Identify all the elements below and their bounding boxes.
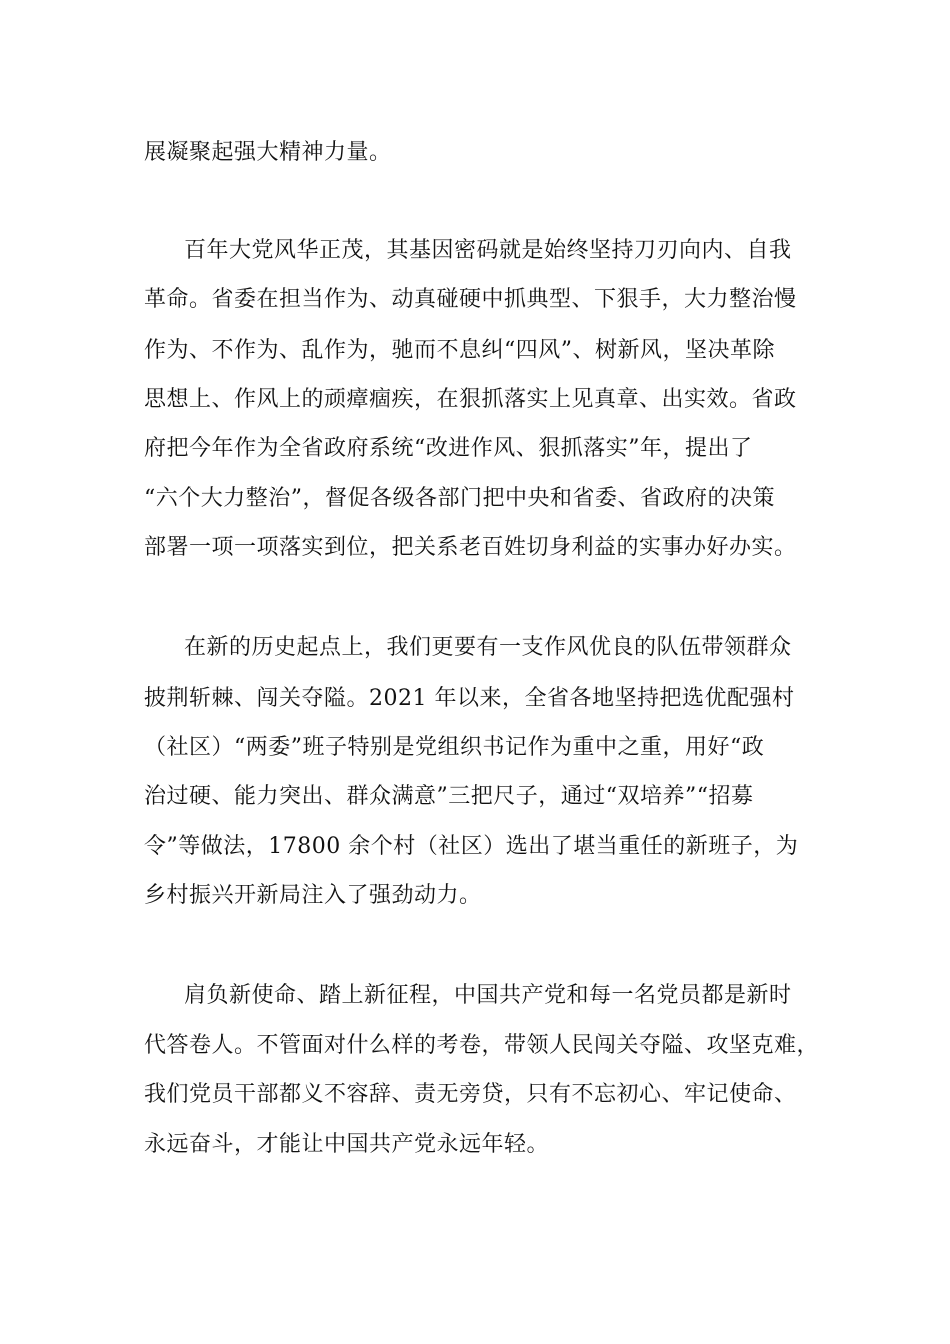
paragraph-line: “六个大力整治”，督促各级各部门把中央和省委、省政府的决策 [144, 486, 775, 511]
paragraph-line: 作为、不作为、乱作为，驰而不息纠“四风”、树新风，坚决革除 [144, 338, 775, 363]
paragraph-line: 肩负新使命、踏上新征程，中国共产党和每一名党员都是新时 [184, 983, 792, 1008]
paragraph-line: 百年大党风华正茂，其基因密码就是始终坚持刀刃向内、自我 [184, 238, 792, 263]
paragraph-line: 披荆斩棘、闯关夺隘。2021 年以来，全省各地坚持把选优配强村 [144, 686, 795, 711]
paragraph-line: 乡村振兴开新局注入了强劲动力。 [144, 883, 482, 908]
paragraph-line: 永远奋斗，才能让中国共产党永远年轻。 [144, 1132, 550, 1157]
paragraph-line: 展凝聚起强大精神力量。 [144, 140, 392, 165]
paragraph-line: 革命。省委在担当作为、动真碰硬中抓典型、下狠手，大力整治慢 [144, 287, 797, 312]
paragraph-line: 部署一项一项落实到位，把关系老百姓切身利益的实事办好办实。 [144, 535, 797, 560]
paragraph-line: 代答卷人。不管面对什么样的考卷，带领人民闯关夺隘、攻坚克难， [144, 1033, 820, 1058]
paragraph-line: 在新的历史起点上，我们更要有一支作风优良的队伍带领群众 [184, 635, 792, 660]
paragraph-line: （社区）“两委”班子特别是党组织书记作为重中之重，用好“政 [144, 735, 765, 760]
paragraph-line: 治过硬、能力突出、群众满意”三把尺子，通过“双培养”“招募 [144, 784, 754, 809]
paragraph-line: 府把今年作为全省政府系统“改进作风、狠抓落实”年，提出了 [144, 436, 753, 461]
paragraph-line: 思想上、作风上的顽瘴痼疾，在狠抓落实上见真章、出实效。省政 [144, 387, 797, 412]
paragraph-line: 我们党员干部都义不容辞、责无旁贷，只有不忘初心、牢记使命、 [144, 1082, 797, 1107]
paragraph-line: 令”等做法，17800 余个村（社区）选出了堪当重任的新班子，为 [144, 834, 799, 859]
